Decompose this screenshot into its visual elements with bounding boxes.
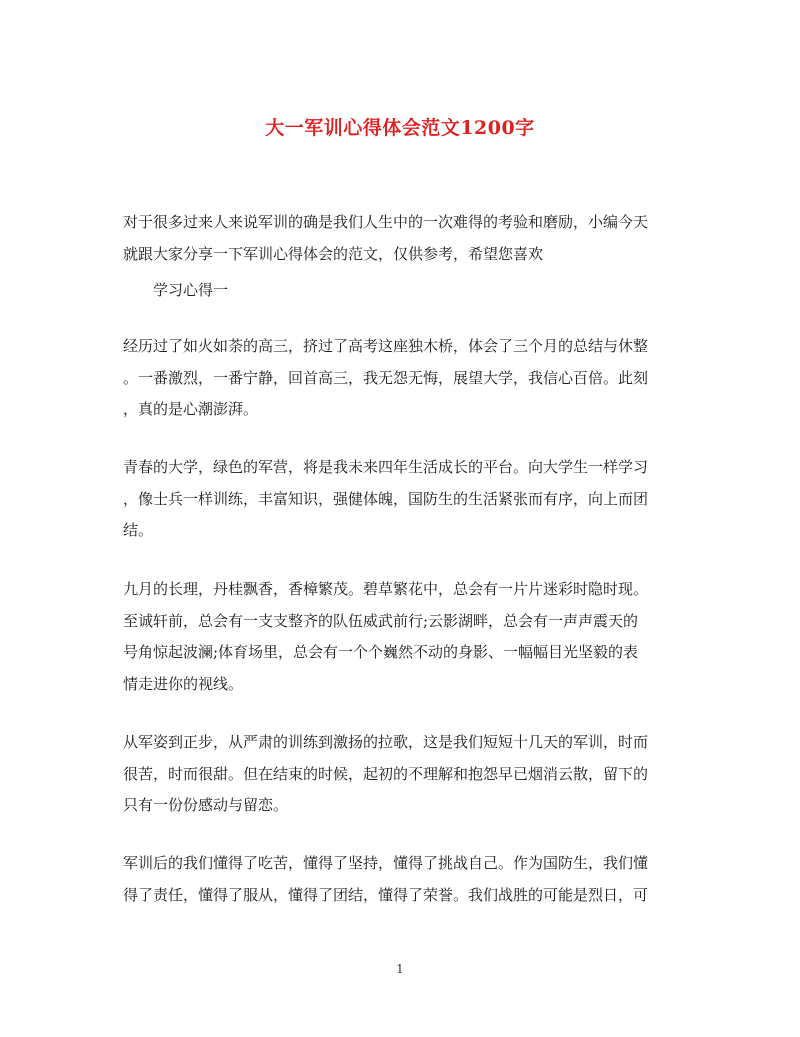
intro-paragraph bbox=[123, 207, 683, 270]
paragraph-line: 从军姿到正步，从严肃的训练到激扬的拉歌，这是我们短短十几天的军训，时而 bbox=[123, 733, 649, 751]
body-paragraph-2 bbox=[123, 452, 683, 547]
body-paragraph-4 bbox=[123, 727, 683, 822]
intro-line: 对于很多过来人来说军训的确是我们人生中的一次难得的考验和磨励，小编今天 bbox=[123, 213, 649, 231]
document-title: 大一军训心得体会范文1200字 bbox=[265, 117, 535, 139]
section-subheading: 学习心得一 bbox=[153, 281, 229, 299]
paragraph-line: 。一番激烈，一番宁静，回首高三，我无怨无悔，展望大学，我信心百倍。此刻 bbox=[123, 368, 649, 387]
paragraph-line: ，像士兵一样训练，丰富知识，强健体魄，国防生的生活紧张而有序，向上而团 bbox=[123, 489, 649, 508]
body-paragraph-1 bbox=[123, 331, 683, 426]
paragraph-line: 结。 bbox=[123, 521, 154, 539]
paragraph-line: 号角惊起波澜;体育场里，总会有一个个巍然不动的身影、一幅幅目光坚毅的表 bbox=[123, 643, 639, 661]
paragraph-line: 经历过了如火如荼的高三，挤过了高考这座独木桥，体会了三个月的总结与休整 bbox=[123, 337, 649, 355]
paragraph-line: 只有一份份感动与留恋。 bbox=[123, 796, 289, 814]
body-paragraph-5 bbox=[123, 848, 683, 911]
paragraph-line: 至诚轩前，总会有一支支整齐的队伍威武前行;云影湖畔，总会有一声声震天的 bbox=[123, 611, 639, 630]
paragraph-line: 九月的长理，丹桂飘香，香樟繁茂。碧草繁花中，总会有一片片迷彩时隐时现。 bbox=[123, 580, 649, 598]
intro-line: 就跟大家分享一下军训心得体会的范文，仅供参考，希望您喜欢 bbox=[123, 244, 544, 263]
paragraph-line: ，真的是心潮澎湃。 bbox=[123, 400, 259, 418]
page-number: 1 bbox=[396, 962, 404, 976]
paragraph-line: 得了责任，懂得了服从，懂得了团结，懂得了荣誉。我们战胜的可能是烈日，可 bbox=[123, 885, 649, 904]
paragraph-line: 情走进你的视线。 bbox=[123, 674, 244, 693]
paragraph-line: 军训后的我们懂得了吃苦，懂得了坚持，懂得了挑战自己。作为国防生，我们懂 bbox=[123, 854, 649, 872]
body-paragraph-3 bbox=[123, 574, 683, 700]
paragraph-line: 青春的大学，绿色的军营，将是我未来四年生活成长的平台。向大学生一样学习 bbox=[123, 458, 649, 476]
paragraph-line: 很苦，时而很甜。但在结束的时候，起初的不理解和抱怨早已烟消云散，留下的 bbox=[123, 764, 649, 783]
